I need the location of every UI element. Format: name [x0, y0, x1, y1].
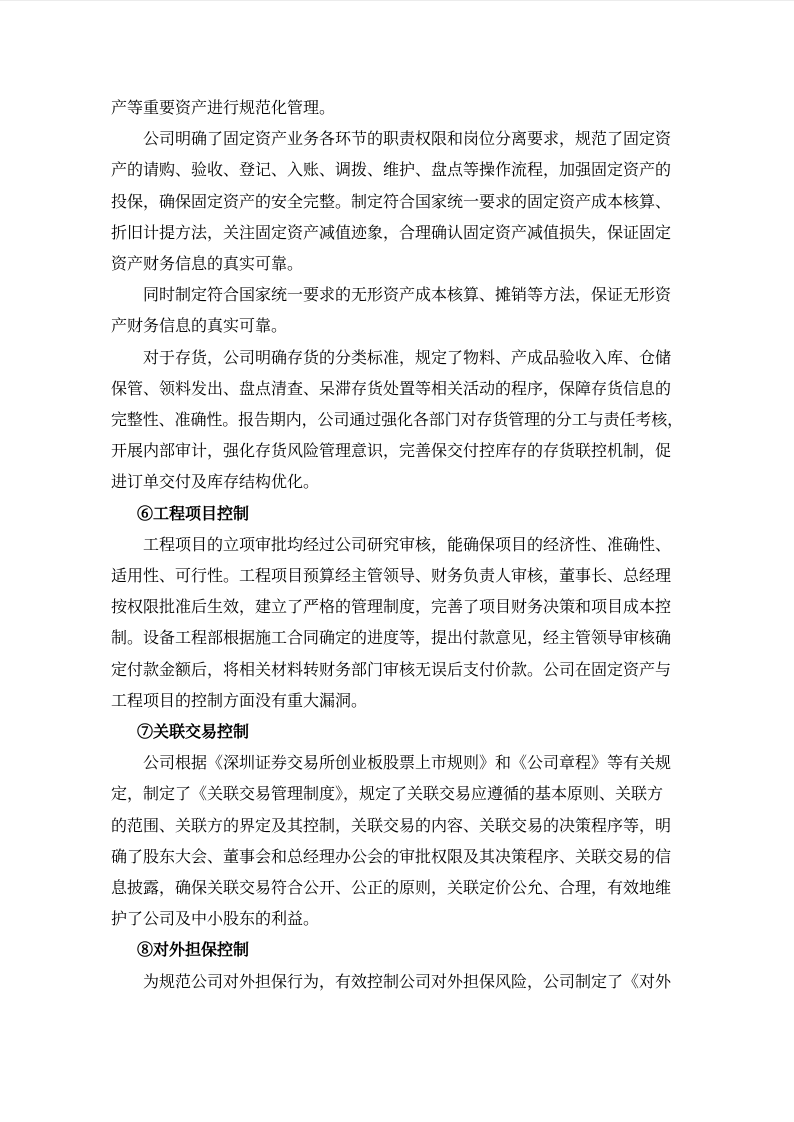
- text-line: 同时制定符合国家统一要求的无形资产成本核算、摊销等方法，保证无形资: [143, 287, 672, 305]
- text-line: 确了股东大会、董事会和总经理办公会的审批权限及其决策程序、关联交易的信: [111, 848, 672, 866]
- text-line: 完整性、准确性。报告期内，公司通过强化各部门对存货管理的分工与责任考核，: [111, 412, 684, 430]
- text-line: 定付款金额后，将相关材料转财务部门审核无误后支付价款。公司在固定资产与: [111, 661, 672, 679]
- text-line: 公司根据《深圳证券交易所创业板股票上市规则》和《公司章程》等有关规: [143, 755, 672, 773]
- text-line: 适用性、可行性。工程项目预算经主管领导、财务负责人审核，董事长、总经理: [111, 568, 672, 586]
- paragraph: [111, 93, 683, 124]
- text-line: 制。设备工程部根据施工合同确定的进度等，提出付款意见，经主管领导审核确: [111, 630, 672, 648]
- text-line: 定，制定了《关联交易管理制度》，规定了关联交易应遵循的基本原则、关联方: [111, 786, 664, 804]
- text-line: 息披露，确保关联交易符合公开、公正的原则，关联定价公允、合理，有效地维: [111, 880, 672, 898]
- text-line: 开展内部审计，强化存货风险管理意识，完善保交付控库存的存货联控机制，促: [111, 443, 672, 461]
- text-column: [111, 93, 683, 998]
- text-line: 投保，确保固定资产的安全完整。制定符合国家统一要求的固定资产成本核算、: [111, 193, 672, 211]
- paragraph: [111, 280, 683, 342]
- paragraph: [111, 967, 683, 998]
- text-line: 的范围、关联方的界定及其控制，关联交易的内容、关联交易的决策程序等，明: [111, 817, 672, 835]
- text-line: 按权限批准后生效，建立了严格的管理制度，完善了项目财务决策和项目成本控: [111, 599, 672, 617]
- section-heading: ⑥工程项目控制: [137, 505, 250, 523]
- paragraph: [111, 530, 683, 717]
- text-line: 资产财务信息的真实可靠。: [111, 256, 304, 274]
- text-line: 公司明确了固定资产业务各环节的职责权限和岗位分离要求，规范了固定资: [143, 131, 672, 149]
- section-heading: ⑦关联交易控制: [137, 724, 250, 742]
- paragraph: [111, 748, 683, 935]
- text-line: 工程项目的立项审批均经过公司研究审核，能确保项目的经济性、准确性、: [143, 536, 672, 554]
- text-line: 保管、领料发出、盘点清查、呆滞存货处置等相关活动的程序，保障存货信息的: [111, 380, 672, 398]
- text-line: 折旧计提方法，关注固定资产减值迹象，合理确认固定资产减值损失，保证固定: [111, 224, 672, 242]
- text-line: 产财务信息的真实可靠。: [111, 318, 288, 336]
- text-line: 为规范公司对外担保行为，有效控制公司对外担保风险，公司制定了《对外: [143, 973, 672, 991]
- text-line: 护了公司及中小股东的利益。: [111, 911, 320, 929]
- paragraph: [111, 124, 683, 280]
- text-line: 产等重要资产进行规范化管理。: [111, 100, 336, 117]
- text-line: 工程项目的控制方面没有重大漏洞。: [111, 692, 368, 710]
- text-line: 进订单交付及库存结构优化。: [111, 474, 320, 492]
- text-line: 产的请购、验收、登记、入账、调拨、维护、盘点等操作流程，加强固定资产的: [111, 162, 672, 180]
- text-line: 对于存货，公司明确存货的分类标准，规定了物料、产成品验收入库、仓储: [143, 349, 672, 367]
- paragraph: [111, 343, 683, 499]
- section-heading: ⑧对外担保控制: [137, 942, 250, 960]
